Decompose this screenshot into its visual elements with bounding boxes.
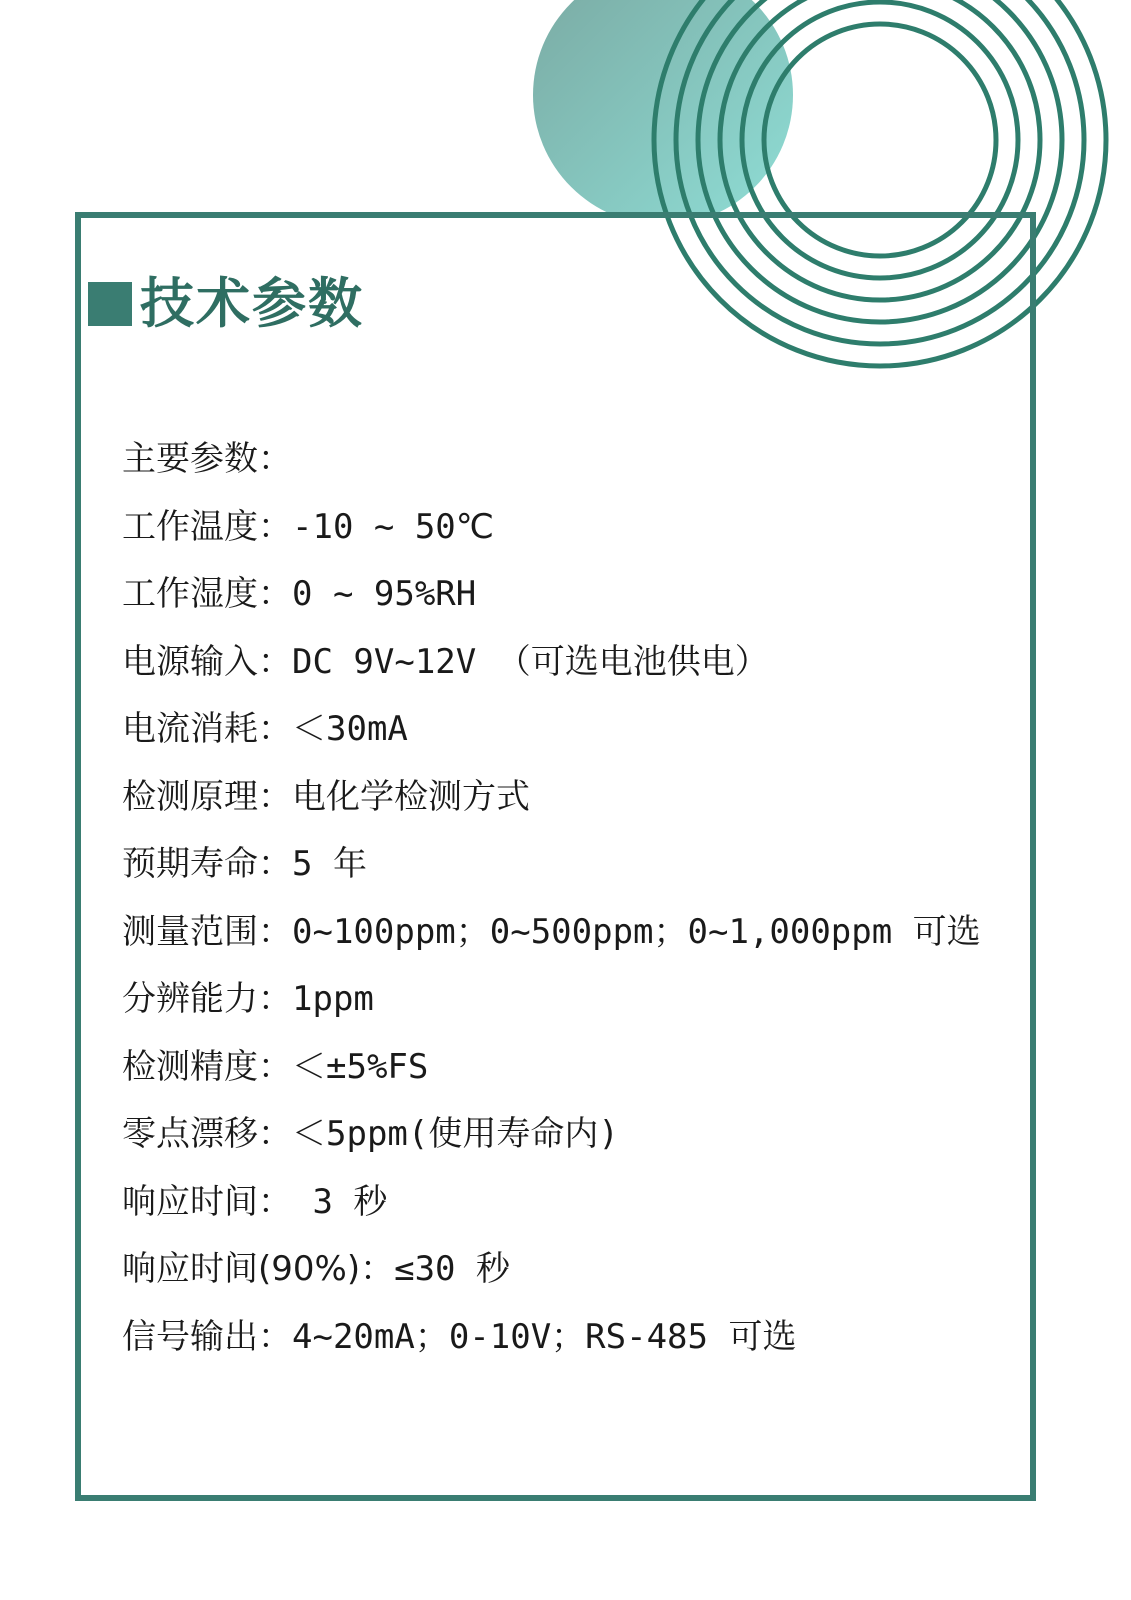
param-value: DC 9V~12V （可选电池供电） (292, 641, 769, 682)
param-value: -10 ~ 50℃ (292, 506, 494, 547)
param-item (122, 1311, 981, 1379)
param-item (122, 636, 981, 704)
param-label: 检测原理： (122, 776, 292, 817)
param-label: 电源输入： (122, 641, 292, 682)
param-item (122, 1041, 981, 1109)
param-item (122, 501, 981, 569)
param-value: 0~100ppm；0~500ppm；0~1,000ppm 可选 (292, 911, 981, 952)
param-value: ＜5ppm(使用寿命内) (292, 1114, 619, 1154)
param-item (122, 703, 981, 771)
param-label: 响应时间(90%)： (122, 1249, 395, 1289)
param-value: 4~20mA；0-10V；RS-485 可选 (292, 1316, 797, 1357)
param-label: 工作温度： (122, 506, 292, 547)
param-item (122, 433, 981, 501)
title-square-icon (88, 282, 132, 326)
param-label: 主要参数： (122, 439, 292, 479)
param-label: 测量范围： (122, 911, 292, 952)
parameter-list (122, 433, 981, 1378)
param-value: ＜±5%FS (292, 1046, 429, 1087)
param-value: 0 ~ 95%RH (292, 574, 477, 614)
param-item (122, 973, 981, 1041)
param-value: 1ppm (292, 979, 374, 1019)
param-label: 响应时间： (122, 1181, 292, 1222)
param-value: 3 秒 (292, 1181, 388, 1222)
param-item (122, 1108, 981, 1176)
param-item (122, 1176, 981, 1244)
param-label: 零点漂移： (122, 1114, 292, 1154)
param-label: 工作湿度： (122, 574, 292, 614)
section-header (88, 272, 364, 336)
param-item (122, 838, 981, 906)
param-label: 信号输出： (122, 1316, 292, 1357)
param-item (122, 906, 981, 974)
param-label: 预期寿命： (122, 844, 292, 884)
param-label: 电流消耗： (122, 709, 292, 749)
param-value: ≤30 秒 (394, 1249, 510, 1289)
param-item (122, 771, 981, 839)
param-value: 5 年 (292, 844, 367, 884)
param-item (122, 1243, 981, 1311)
section-title: 技术参数 (140, 272, 364, 335)
param-label: 分辨能力： (122, 979, 292, 1019)
param-value: ＜30mA (292, 709, 408, 749)
param-label: 检测精度： (122, 1046, 292, 1087)
param-value: 电化学检测方式 (292, 776, 530, 817)
param-item (122, 568, 981, 636)
